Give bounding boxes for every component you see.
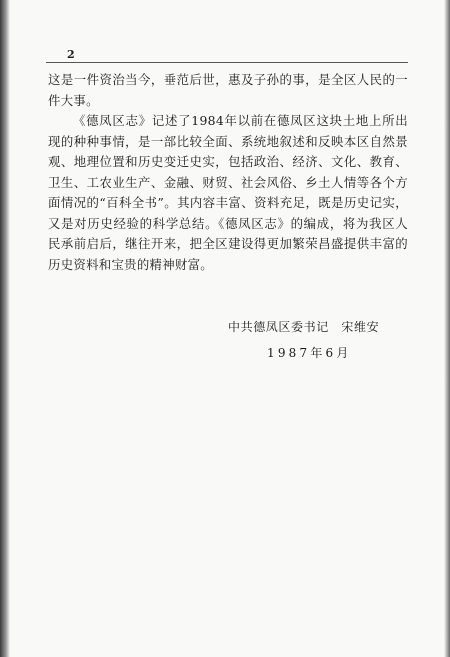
signature-line: 中共德凤区委书记 宋维安 <box>228 320 380 334</box>
paragraph-1: 这是一件资治当今，垂范后世，惠及子孙的事，是全区人民的一件大事。 <box>48 72 408 108</box>
scan-left-edge <box>0 0 10 657</box>
scan-right-edge <box>444 0 450 657</box>
preface-body <box>48 70 408 275</box>
page-number: 2 <box>67 48 75 61</box>
header-rule <box>46 62 408 63</box>
date-line: 1987年6月 <box>267 346 352 360</box>
paragraph-2: 《德凤区志》记述了1984年以前在德凤区这块土地上所出现的种种事情，是一部比较全面、系统地叙述和反映本区自然景观、地理位置和历史变迁史实，包括政治、经济、文化、教育、卫生、工农业生产、金融、财贸、社会风俗、乡土人情等各个方面情况的“百科全书”。其内容丰富、资料充足，既是历史记实，又是对历史经验的科学总结。《德凤区志》的编成，将为我区人民承前启后，继往开来，把全区建设得更加繁荣昌盛提供丰富的历史资料和宝贵的精神财富。 <box>48 113 408 272</box>
